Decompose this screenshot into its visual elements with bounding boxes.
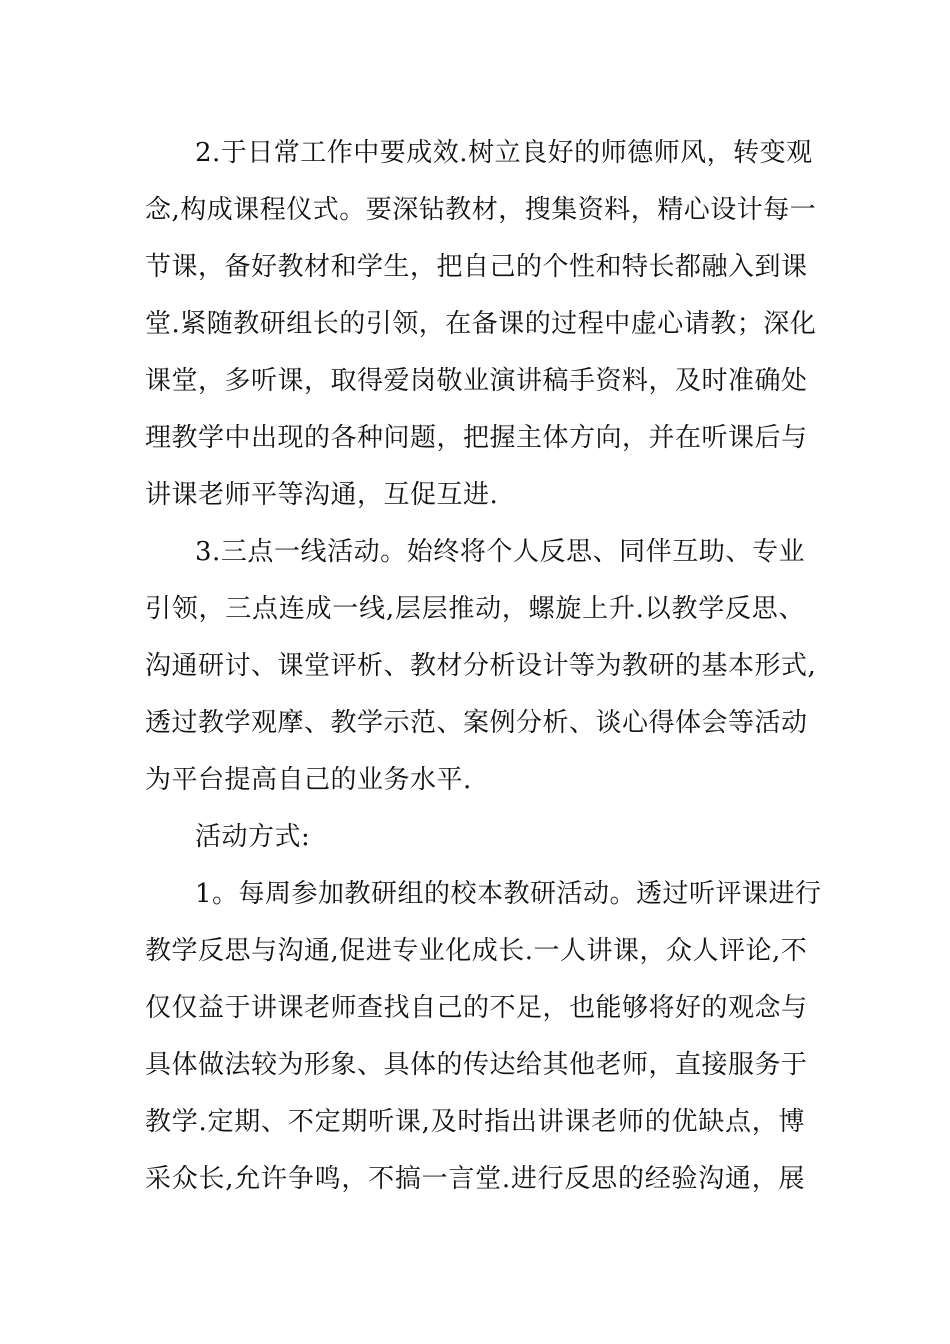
paragraph-3-line-3: 沟通研讨、课堂评析、教材分析设计等为教研的基本形式, bbox=[145, 651, 817, 681]
paragraph-2-line-1: 2.于日常工作中要成效.树立良好的师德师风，转变观 bbox=[195, 138, 813, 168]
paragraph-method-1-line-3: 仅仅益于讲课老师查找自己的不足，也能够将好的观念与 bbox=[145, 993, 808, 1023]
paragraph-2-line-2: 念,构成课程仪式。要深钻教材，搜集资料，精心设计每一 bbox=[145, 195, 817, 225]
paragraph-method-1-line-4: 具体做法较为形象、具体的传达给其他老师，直接服务于 bbox=[145, 1050, 808, 1080]
paragraph-2-line-6: 理教学中出现的各种问题，把握主体方向，并在听课后与 bbox=[145, 423, 808, 453]
paragraph-2-line-7: 讲课老师平等沟通，互促互进. bbox=[145, 480, 499, 510]
paragraph-3-line-5: 为平台提高自己的业务水平. bbox=[145, 765, 472, 795]
paragraph-method-1-line-5: 教学.定期、不定期听课,及时指出讲课老师的优缺点，博 bbox=[145, 1107, 805, 1137]
paragraph-method-1-line-2: 教学反思与沟通,促进专业化成长.一人讲课，众人评论,不 bbox=[145, 936, 808, 966]
paragraph-3-line-1: 3.三点一线活动。始终将个人反思、同伴互助、专业 bbox=[195, 537, 805, 567]
paragraph-3-line-2: 引领，三点连成一线,层层推动，螺旋上升.以教学反思、 bbox=[145, 594, 805, 624]
section-heading-activity-methods: 活动方式: bbox=[195, 822, 311, 852]
paragraph-3-line-4: 透过教学观摩、教学示范、案例分析、谈心得体会等活动 bbox=[145, 708, 808, 738]
paragraph-2-line-4: 堂.紧随教研组长的引领，在备课的过程中虚心请教；深化 bbox=[145, 309, 817, 339]
paragraph-method-1-line-1: 1。每周参加教研组的校本教研活动。透过听评课进行 bbox=[195, 879, 822, 909]
paragraph-2-line-5: 课堂，多听课，取得爱岗敬业演讲稿手资料，及时准确处 bbox=[145, 366, 808, 396]
paragraph-method-1-line-6: 采众长,允许争鸣，不搞一言堂.进行反思的经验沟通，展 bbox=[145, 1164, 805, 1194]
paragraph-2-line-3: 节课，备好教材和学生，把自己的个性和特长都融入到课 bbox=[145, 252, 808, 282]
